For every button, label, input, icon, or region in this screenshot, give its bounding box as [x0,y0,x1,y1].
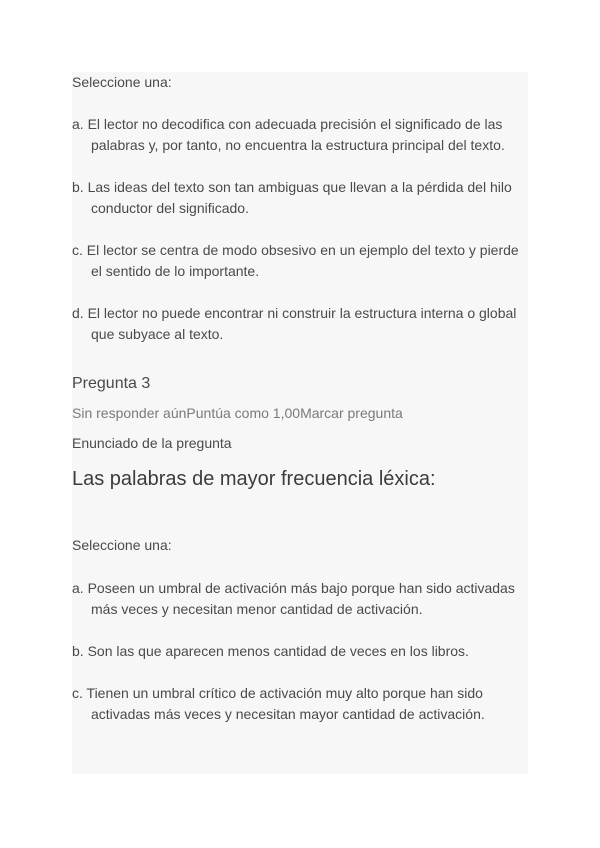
question-score: Puntúa como 1,00 [186,405,301,421]
q2-option-c[interactable] [72,240,528,282]
option-text: El lector no puede encontrar ni construir la estructura interna o global que subyace al texto. [87,305,517,342]
option-text: El lector no decodifica con adecuada precisión el significado de las palabras y, por tanto, no encuentra la estructura principal del texto. [87,116,505,153]
q2-option-a[interactable] [72,114,528,156]
q3-options [72,578,528,725]
question-status: Sin responder aún [72,405,187,421]
quiz-content [72,72,528,725]
option-text: Poseen un umbral de activación más bajo porque han sido activadas más veces y necesitan menor cantidad de activación. [87,580,515,617]
q3-option-a[interactable] [72,578,528,620]
option-letter: a. [72,580,84,596]
option-text: El lector se centra de modo obsesivo en un ejemplo del texto y pierde el sentido de lo importante. [86,242,519,279]
q3-select-label: Seleccione una: [72,537,172,553]
option-text: Las ideas del texto son tan ambiguas que llevan a la pérdida del hilo conductor del significado. [87,179,512,216]
q2-select-label: Seleccione una: [72,74,172,90]
statement-label: Enunciado de la pregunta [72,435,232,451]
option-letter: b. [72,179,84,195]
option-letter: a. [72,116,84,132]
question-stem: Las palabras de mayor frecuencia léxica: [72,468,436,490]
q3-option-c[interactable] [72,683,528,725]
option-letter: b. [72,643,84,659]
option-letter: c. [72,685,83,701]
option-letter: c. [72,242,83,258]
q2-options [72,114,528,345]
flag-question-link[interactable]: Marcar pregunta [300,405,403,421]
option-text: Tienen un umbral crítico de activación muy alto porque han sido activadas más veces y necesitan mayor cantidad de activación. [86,685,485,722]
question-info [72,403,528,423]
option-letter: d. [72,305,84,321]
q2-option-d[interactable] [72,303,528,345]
question-title: Pregunta 3 [72,375,151,392]
q2-option-b[interactable] [72,177,528,219]
option-text: Son las que aparecen menos cantidad de veces en los libros. [87,643,469,659]
q3-option-b[interactable] [72,641,528,662]
